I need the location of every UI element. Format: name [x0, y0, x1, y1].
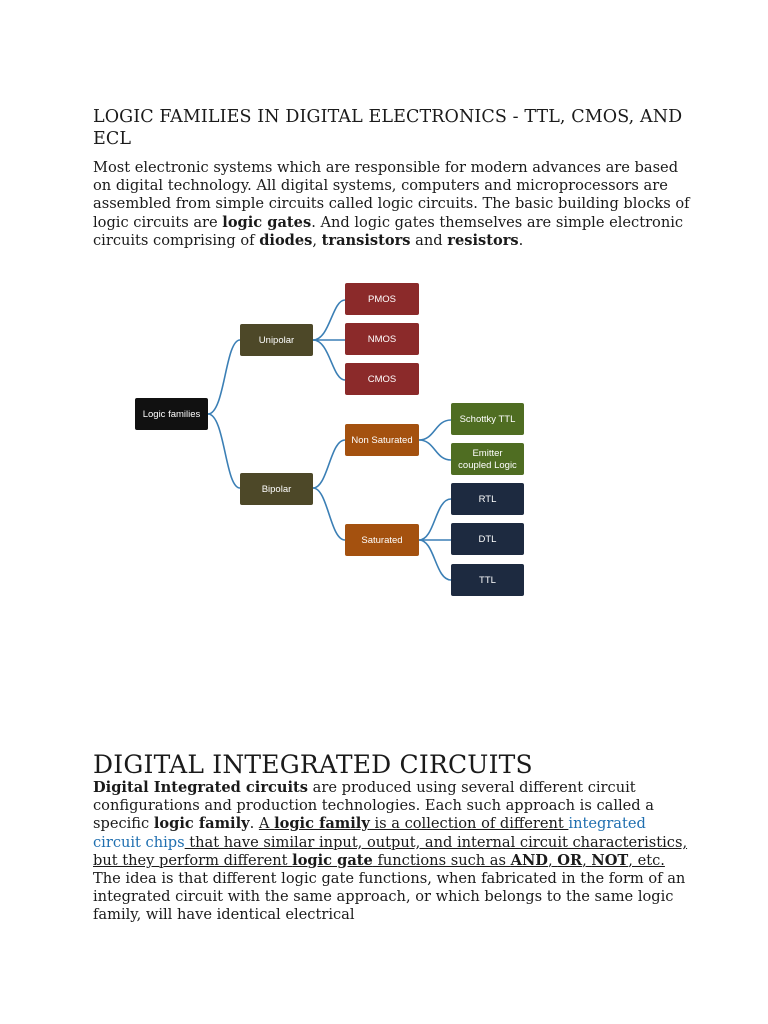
term-not: NOT: [591, 851, 629, 869]
connector-bipolar-sat: [313, 488, 345, 540]
term-or: OR: [557, 851, 583, 869]
node-label: Bipolar: [261, 484, 292, 495]
node-label: PMOS: [368, 294, 396, 305]
term-logic-family-underlined: logic family: [274, 815, 370, 833]
connector-sat-ttl: [419, 540, 451, 580]
intro-term-transistors: transistors: [321, 231, 411, 249]
node-unipolar: [240, 324, 313, 356]
node-bipolar: [240, 473, 313, 505]
connector-root-unipolar: [208, 340, 240, 414]
node-label: Logic families: [142, 409, 201, 420]
node-ttl: [451, 564, 524, 596]
intro-term-resistors: resistors: [447, 231, 519, 249]
node-saturated: [345, 524, 419, 556]
section-underlined-text: functions such as: [372, 851, 511, 869]
intro-text: .: [518, 231, 524, 249]
node-label: Non Saturated: [351, 435, 413, 446]
intro-term-diodes: diodes: [259, 231, 313, 249]
node-label: Schottky TTL: [459, 414, 516, 425]
connector-root-bipolar: [208, 414, 240, 488]
term-digital-ics: Digital Integrated circuits: [93, 779, 309, 796]
section-text: .: [249, 815, 259, 833]
section-text: are produced using several different circuit configurations and production technologies. Each such approach is called a specific: [93, 779, 654, 833]
node-label: DTL: [478, 534, 497, 545]
intro-term-logic-gates: logic gates: [222, 213, 312, 231]
node-label: coupled Logic: [458, 460, 517, 471]
section-paragraph: [93, 779, 693, 925]
node-label: TTL: [479, 575, 496, 586]
link-integrated-circuit-chips[interactable]: integrated circuit chips: [93, 815, 646, 851]
section-underlined-text: that have similar input, output, and internal circuit characteristics, but they perform different: [93, 833, 688, 869]
term-logic-family: logic family: [153, 815, 250, 833]
intro-text: ,: [312, 231, 322, 249]
node-pmos: [345, 283, 419, 315]
connector-nonsat-schottky: [419, 420, 451, 440]
connector-unipolar-cmos: [313, 340, 345, 380]
node-logic-families: [135, 398, 208, 430]
section-underlined-text: ,: [582, 851, 592, 869]
section-underlined-text: , etc.: [628, 851, 665, 869]
section-text: The idea is that different logic gate functions, when fabricated in the form of an integrated circuit with the same approach, or which belongs to the same logic family, will have identical electrical: [93, 870, 686, 924]
node-label: Unipolar: [258, 335, 295, 346]
node-schottky-ttl: [451, 403, 524, 435]
connector-nonsat-emitter: [419, 440, 451, 460]
document-title: LOGIC FAMILIES IN DIGITAL ELECTRONICS - TTL, CMOS, AND ECL: [93, 107, 683, 149]
node-non-saturated: [345, 424, 419, 456]
node-label: RTL: [478, 494, 497, 505]
term-and: AND: [510, 851, 548, 869]
connector-bipolar-nonsat: [313, 440, 345, 488]
node-label: Emitter: [472, 448, 503, 459]
node-cmos: [345, 363, 419, 395]
term-logic-gate: logic gate: [292, 851, 373, 869]
intro-text: . And logic gates themselves are simple electronic circuits comprising of: [93, 213, 684, 249]
node-nmos: [345, 323, 419, 355]
intro-text: Most electronic systems which are responsible for modern advances are based on digital technology. All digital systems, computers and microprocessors are assembled from simple circuits called logic circuits. The basic building blocks of logic circuits are: [93, 159, 690, 231]
section-heading: DIGITAL INTEGRATED CIRCUITS: [93, 750, 533, 779]
node-rtl: [451, 483, 524, 515]
connector-sat-rtl: [419, 499, 451, 540]
node-emitter-coupled-logic: [451, 443, 524, 475]
section-underlined-text: A: [258, 815, 275, 833]
section-underlined-text: ,: [547, 851, 558, 869]
node-dtl: [451, 523, 524, 555]
node-label: NMOS: [367, 334, 397, 345]
section-underlined-text: is a collection of different: [369, 815, 569, 833]
logic-families-diagram: [90, 270, 560, 610]
connector-unipolar-pmos: [313, 300, 345, 340]
intro-text: and: [410, 231, 448, 249]
intro-paragraph: [93, 159, 693, 250]
node-label: Saturated: [361, 535, 403, 546]
node-label: CMOS: [367, 374, 397, 385]
